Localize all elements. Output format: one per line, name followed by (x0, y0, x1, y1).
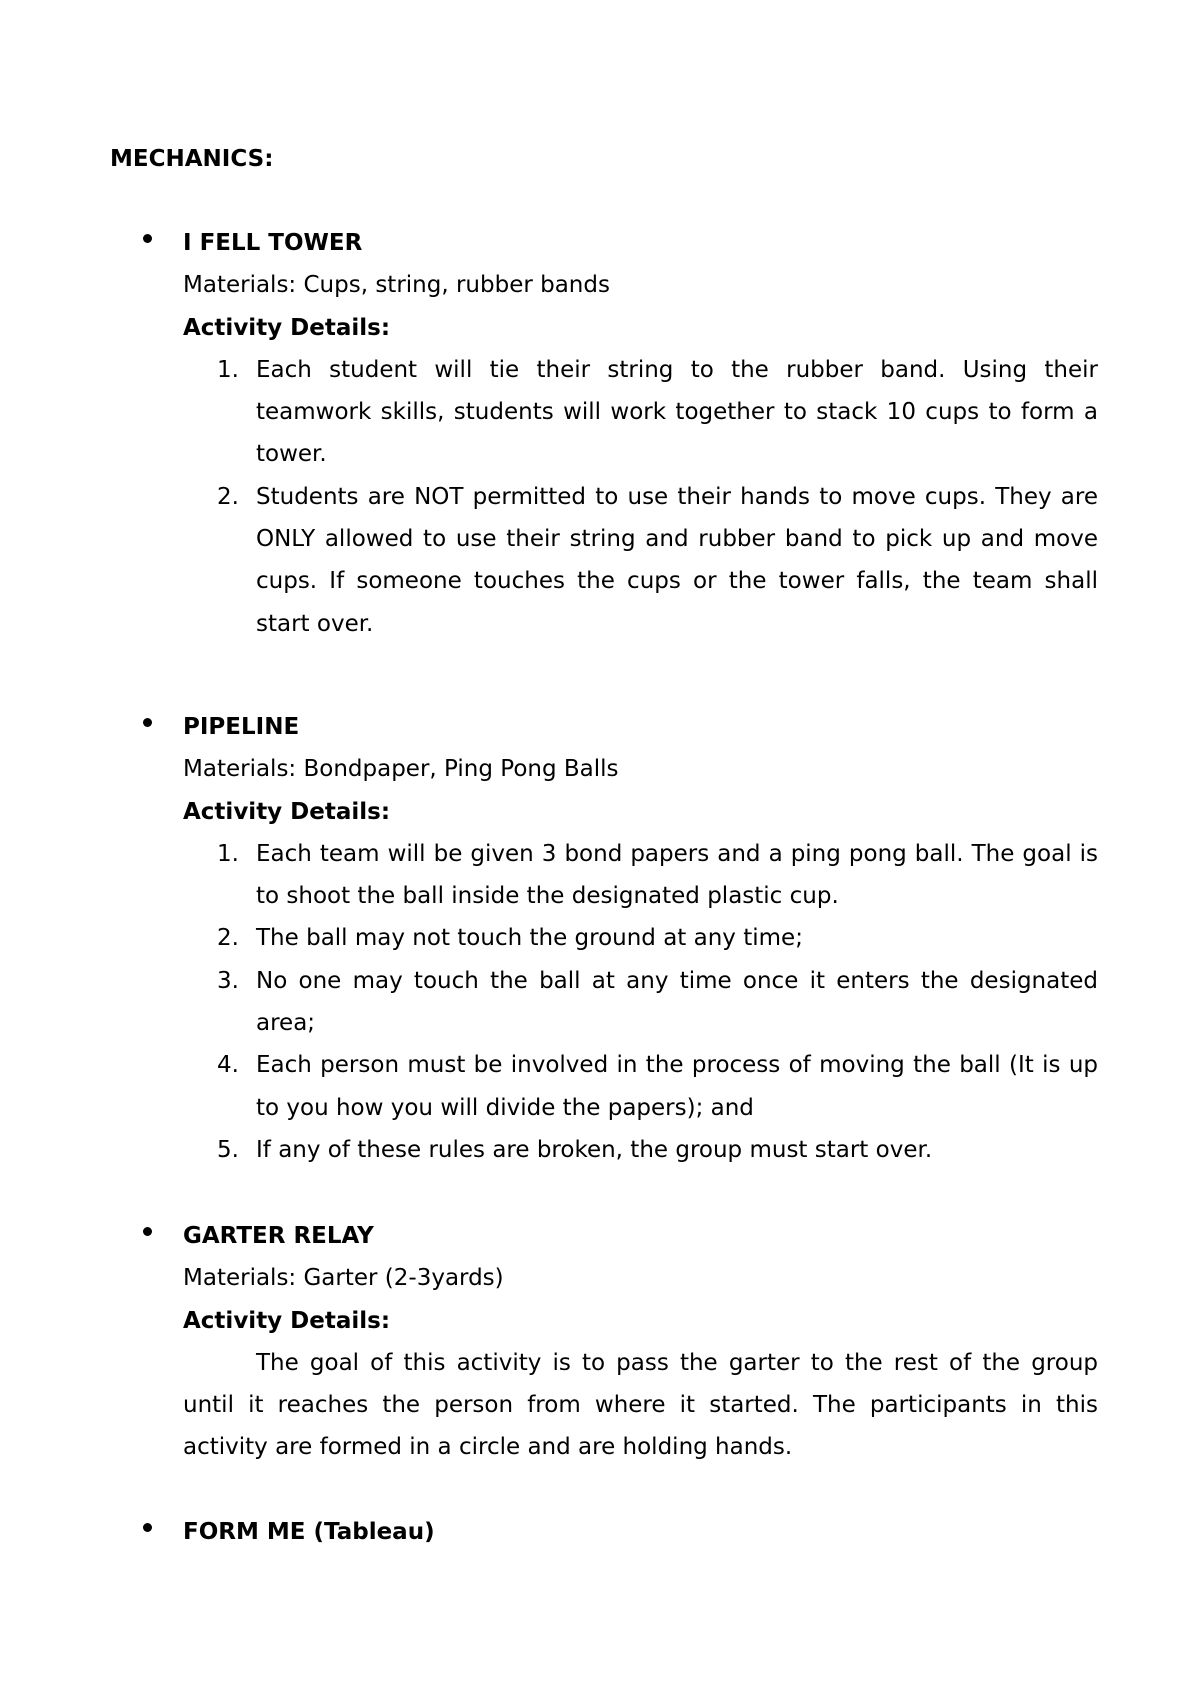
list-item-text: The ball may not touch the ground at any time; (256, 925, 803, 952)
materials-line: Materials: Cups, string, rubber bands (183, 272, 610, 299)
list-item (183, 833, 1098, 918)
list-number: 5. (217, 1136, 239, 1163)
materials-line: Materials: Garter (2-3yards) (183, 1265, 504, 1292)
bullet-icon (143, 718, 152, 727)
bullet-icon (143, 1523, 152, 1532)
section-title: FORM ME (Tableau) (183, 1519, 435, 1545)
list-item-text: If any of these rules are broken, the group must start over. (256, 1136, 933, 1163)
list-item-text: No one may touch the ball at any time once it enters the designated area; (256, 967, 1098, 1037)
activity-details-label: Activity Details: (183, 798, 391, 825)
list-number: 3. (217, 967, 239, 994)
list-item (183, 476, 1098, 645)
list-item (183, 349, 1098, 476)
page-heading: MECHANICS: (110, 146, 274, 172)
list-number: 4. (217, 1052, 239, 1079)
list-number: 1. (217, 356, 239, 383)
list-item-text: Students are NOT permitted to use their hands to move cups. They are ONLY allowed to use their string and rubber band to pick up and move cups. If someone touches the cups or the tower falls, the team shall start over. (256, 483, 1098, 637)
steps-list (183, 833, 1098, 1171)
section-form-me (183, 1511, 1098, 1553)
list-number: 1. (217, 840, 239, 867)
list-item-text: Each person must be involved in the process of moving the ball (It is up to you how you will divide the papers); and (256, 1052, 1098, 1121)
section-title: I FELL TOWER (183, 230, 363, 256)
list-number: 2. (217, 483, 239, 510)
steps-list (183, 349, 1098, 645)
section-garter-relay (183, 1215, 1098, 1469)
list-number: 2. (217, 925, 239, 952)
section-i-fell-tower (183, 222, 1098, 645)
list-item-text: Each team will be given 3 bond papers and a ping pong ball. The goal is to shoot the ball inside the designated plastic cup. (256, 840, 1098, 910)
list-item (183, 1044, 1098, 1129)
section-title: PIPELINE (183, 714, 300, 740)
list-item (183, 1129, 1098, 1171)
list-item (183, 917, 1098, 959)
activity-details-label: Activity Details: (183, 1307, 391, 1334)
list-item-text: Each student will tie their string to the rubber band. Using their teamwork skills, students will work together to stack 10 cups to form a tower. (256, 356, 1098, 468)
materials-line: Materials: Bondpaper, Ping Pong Balls (183, 756, 619, 783)
bullet-icon (143, 1227, 152, 1236)
list-item (183, 960, 1098, 1045)
bullet-icon (143, 234, 152, 243)
section-title: GARTER RELAY (183, 1223, 374, 1249)
section-pipeline (183, 706, 1098, 1171)
activity-details-label: Activity Details: (183, 314, 391, 341)
activity-paragraph: The goal of this activity is to pass the garter to the rest of the group until it reaches the person from where it started. The participants in this activity are formed in a circle and are holding hands. (183, 1349, 1098, 1461)
